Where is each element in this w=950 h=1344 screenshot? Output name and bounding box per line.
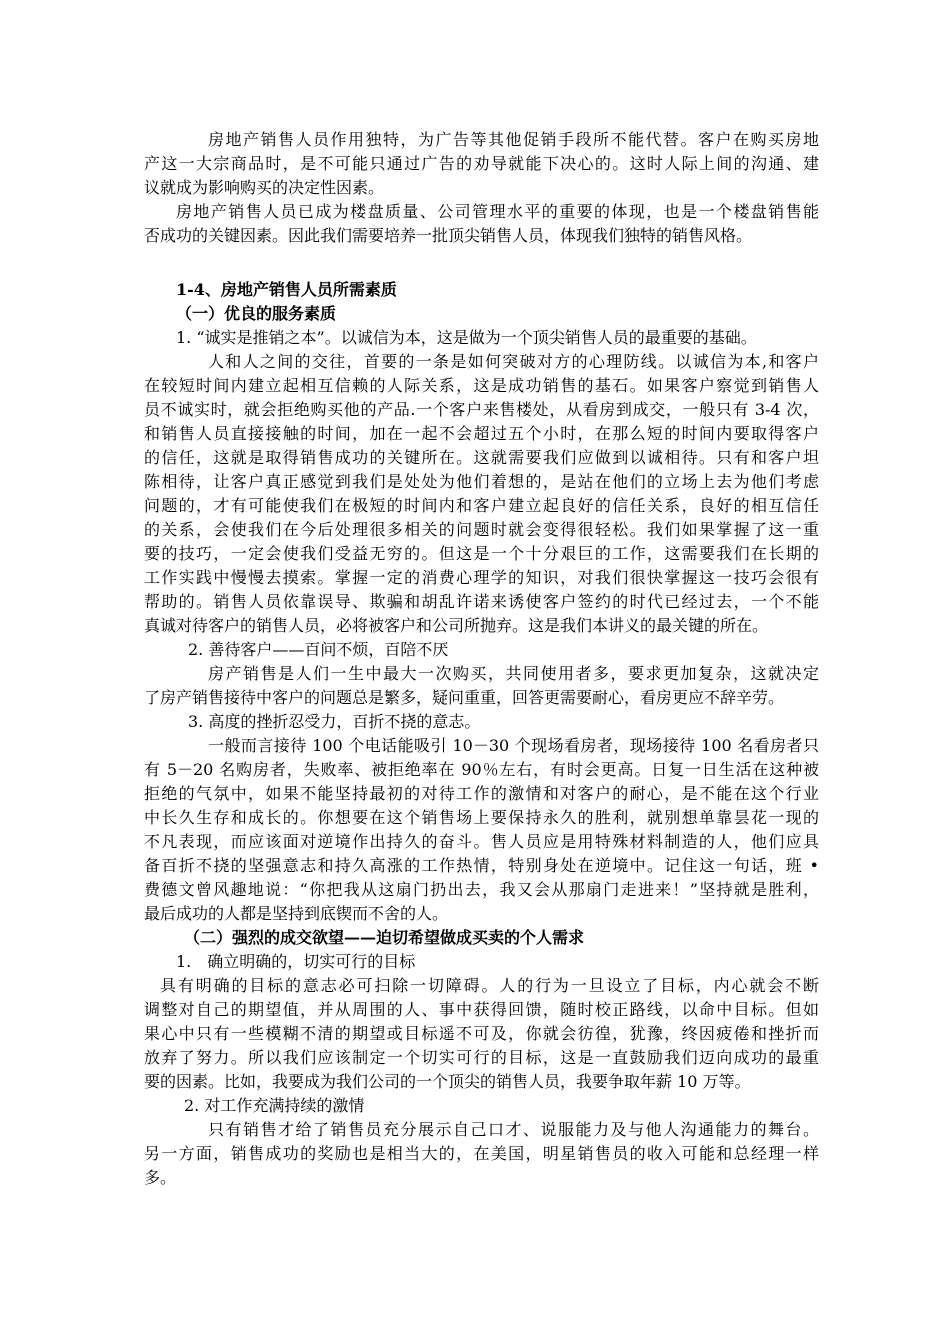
paragraph-line: 有 5－20 名购房者，失败率、被拒绝率在 90％左右，有时会更高。日复一日生活在这种被 xyxy=(144,760,819,779)
paragraph-line: 1. “诚实是推销之本”。以诚信为本，这是做为一个顶尖销售人员的最重要的基础。 xyxy=(176,328,757,347)
paragraph-line: 中长久生存和成长的。你想要在这个销售场上要保持永久的胜利，就别想单靠昙花一现的 xyxy=(144,808,819,827)
paragraph-line: 2. 对工作充满持续的激情 xyxy=(184,1096,365,1115)
paragraph-line: 员不诚实时，就会拒绝购买他的产品.一个客户来售楼处，从看房到成交，一般只有 3-4 次， xyxy=(144,400,819,419)
paragraph-line: 否成功的关键因素。因此我们需要培养一批顶尖销售人员，体现我们独特的销售风格。 xyxy=(144,226,753,245)
paragraph-line: 费德文曾风趣地说：“你把我从这扇门扔出去，我又会从那扇门走进来！”坚持就是胜利， xyxy=(144,880,819,899)
paragraph-line: 和销售人员直接接触的时间，加在一起不会超过五个小时，在那么短的时间内要取得客户 xyxy=(144,424,819,443)
paragraph-line: 人和人之间的交往，首要的一条是如何突破对方的心理防线。以诚信为本,和客户 xyxy=(208,352,819,371)
paragraph-line: 的信任，这就是取得销售成功的关键所在。这就需要我们应做到以诚相待。只有和客户坦 xyxy=(144,448,819,467)
paragraph-line: 调整对自己的期望值，并从周围的人、事中获得回馈，随时校正路线，以命中目标。但如 xyxy=(144,1000,819,1019)
paragraph-line: 房地产销售人员作用独特，为广告等其他促销手段所不能代替。客户在购买房地 xyxy=(208,130,819,149)
section-heading: 1-4、房地产销售人员所需素质 xyxy=(176,280,397,299)
paragraph-line: 拒绝的气氛中，如果不能坚持最初的对待工作的激情和对客户的耐心，是不能在这个行业 xyxy=(144,784,819,803)
paragraph-line: 备百折不挠的坚强意志和持久高涨的工作热情，特别身处在逆境中。记住这一句话，班 • xyxy=(144,856,819,875)
paragraph-line: 只有销售才给了销售员充分展示自己口才、说服能力及与他人沟通能力的舞台。 xyxy=(208,1120,819,1139)
paragraph-line: 另一方面，销售成功的奖励也是相当大的，在美国，明星销售员的收入可能和总经理一样 xyxy=(144,1144,819,1163)
paragraph-line: 在较短时间内建立起相互信赖的人际关系，这是成功销售的基石。如果客户察觉到销售人 xyxy=(144,376,819,395)
paragraph-line: 多。 xyxy=(144,1168,177,1187)
paragraph-line: 一般而言接待 100 个电话能吸引 10－30 个现场看房者，现场接待 100 名看房者只 xyxy=(208,736,819,755)
paragraph-line: 要的因素。比如，我要成为我们公司的一个顶尖的销售人员，我要争取年薪 10 万等。 xyxy=(144,1072,751,1091)
paragraph-line: 了房产销售接待中客户的问题总是繁多，疑问重重，回答更需要耐心，看房更应不辞辛劳。 xyxy=(144,688,785,707)
paragraph-line: 1. 确立明确的，切实可行的目标 xyxy=(176,952,416,971)
paragraph-line: 议就成为影响购买的决定性因素。 xyxy=(144,178,385,197)
paragraph-line: 最后成功的人都是坚持到底锲而不舍的人。 xyxy=(144,904,449,923)
paragraph-line: 3. 高度的挫折忍受力，百折不挠的意志。 xyxy=(188,712,481,731)
paragraph-line: 房产销售是人们一生中最大一次购买，共同使用者多，要求更加复杂，这就决定 xyxy=(208,664,819,683)
paragraph-line: 陈相待，让客户真正感觉到我们是处处为他们着想的，是站在他们的立场上去为他们考虑 xyxy=(144,472,819,491)
section-heading: （二）强烈的成交欲望——迫切希望做成买卖的个人需求 xyxy=(184,928,585,947)
paragraph-line: 放弃了努力。所以我们应该制定一个切实可行的目标，这是一直鼓励我们迈向成功的最重 xyxy=(144,1048,819,1067)
paragraph-line: 帮助的。销售人员依靠误导、欺骗和胡乱许诺来诱使客户签约的时代已经过去，一个不能 xyxy=(144,592,819,611)
paragraph-line: 要的技巧，一定会使我们受益无穷的。但这是一个十分艰巨的工作，这需要我们在长期的 xyxy=(144,544,819,563)
paragraph-line: 具有明确的目标的意志必可扫除一切障碍。人的行为一旦设立了目标，内心就会不断 xyxy=(160,976,819,995)
paragraph-line: 2. 善待客户——百问不烦，百陪不厌 xyxy=(188,640,449,659)
paragraph-line: 产这一大宗商品时，是不可能只通过广告的劝导就能下决心的。这时人际上间的沟通、建 xyxy=(144,154,819,173)
section-heading: （一）优良的服务素质 xyxy=(176,304,337,323)
paragraph-line: 果心中只有一些模糊不清的期望或目标遥不可及，你就会彷徨，犹豫，终因疲倦和挫折而 xyxy=(144,1024,819,1043)
paragraph-line: 不凡表现，而应该面对逆境作出持久的奋斗。售人员应是用特殊材料制造的人，他们应具 xyxy=(144,832,819,851)
paragraph-line: 问题的，才有可能使我们在极短的时间内和客户建立起良好的信任关系，良好的相互信任 xyxy=(144,496,819,515)
paragraph-line: 真诚对待客户的销售人员，必将被客户和公司所抛弃。这是我们本讲义的最关键的所在。 xyxy=(144,616,769,635)
paragraph-line: 的关系，会使我们在今后处理很多相关的问题时就会变得很轻松。我们如果掌握了这一重 xyxy=(144,520,819,539)
paragraph-line: 工作实践中慢慢去摸索。掌握一定的消费心理学的知识，对我们很快掌握这一技巧会很有 xyxy=(144,568,819,587)
paragraph-line: 房地产销售人员已成为楼盘质量、公司管理水平的重要的体现，也是一个楼盘销售能 xyxy=(176,202,819,221)
